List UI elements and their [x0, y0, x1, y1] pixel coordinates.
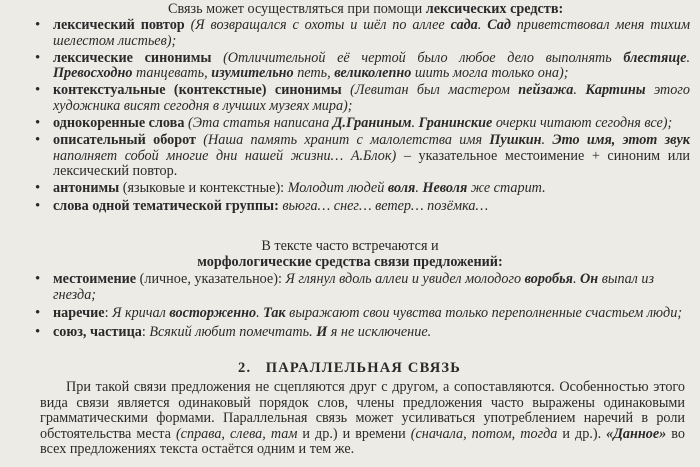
example-text: (Отличительной её чертой было любое дело выполнять	[223, 49, 624, 66]
example-bold: воробья	[524, 271, 573, 287]
item-term: слова одной тематической группы:	[53, 197, 283, 214]
section-heading	[238, 361, 461, 377]
list-item	[35, 116, 690, 132]
example-text: Я кричал	[112, 305, 170, 322]
item-term: описательный оборот	[53, 132, 204, 149]
example-bold: Пушкин	[489, 132, 542, 149]
item-note: :	[141, 323, 150, 340]
example-text: .	[415, 180, 423, 197]
list-item	[35, 51, 690, 82]
paragraph-italic: (справа, слева, там	[175, 425, 298, 442]
example-text: танцевать,	[132, 65, 212, 82]
item-term: союз, частица	[53, 323, 142, 340]
intro-text: Связь может осуществляться при помощи	[168, 1, 426, 17]
example-text: шить могла только она);	[411, 65, 569, 82]
list-item	[35, 181, 690, 197]
example-text: (Наша память хранит с малолетства имя	[203, 132, 490, 149]
item-term: лексические синонимы	[53, 49, 224, 66]
item-term: антонимы	[53, 180, 123, 197]
example-text: очерки читают сегодня все);	[492, 115, 673, 132]
list-item	[35, 83, 690, 114]
body-paragraph	[40, 380, 685, 458]
section-title: ПАРАЛЛЕЛЬНАЯ СВЯЗЬ	[265, 360, 462, 376]
example-text: .	[256, 305, 264, 322]
list-item	[35, 18, 690, 49]
item-term: лексический повтор	[53, 17, 191, 33]
example-text: .	[541, 132, 553, 149]
example-text: петь,	[293, 65, 335, 82]
morph-intro: В тексте часто встречаются и	[261, 238, 439, 254]
item-term: наречие	[53, 305, 105, 322]
item-note: :	[104, 305, 113, 322]
paragraph-bold: «Данное»	[606, 425, 667, 442]
example-text: я не исключение.	[327, 323, 432, 340]
example-text: вьюга… снег… ветер… позёмка…	[282, 197, 489, 214]
example-bold: сада	[450, 17, 478, 33]
list-item	[35, 272, 690, 303]
example-text: выражают свои чувства только переполненные счастьем люди;	[285, 305, 683, 322]
list-item	[35, 325, 690, 341]
list-item	[35, 133, 690, 180]
example-bold: Неволя	[422, 180, 468, 197]
example-text: Молодит людей	[287, 180, 388, 197]
example-bold: Д.Граниным	[332, 115, 412, 132]
list-item	[35, 199, 690, 215]
paragraph-text: и др.) и времени	[297, 425, 411, 442]
list-item	[35, 306, 690, 322]
item-term: местоимение	[53, 271, 140, 287]
paragraph-italic: (сначала, потом, тогда	[410, 425, 558, 442]
item-term: однокоренные слова	[53, 115, 188, 132]
example-text: .	[573, 82, 586, 99]
example-bold: великолепно	[334, 65, 412, 82]
example-bold: Он	[580, 271, 599, 287]
example-bold: блестяще	[623, 49, 687, 66]
example-text: (Левитан был мастером	[350, 82, 519, 99]
example-text: (Я возвращался с охоты и шёл по аллее	[190, 17, 451, 33]
example-text: .	[477, 17, 488, 33]
example-text: (Эта статья написана	[187, 115, 333, 132]
example-bold: Сад	[487, 17, 511, 33]
morph-title: морфологические средства связи предложений:	[197, 254, 503, 270]
example-text: наполняет собой многие дни нашей жизни… А.Блок)	[53, 147, 397, 164]
example-text: .	[411, 115, 419, 132]
example-bold: Это имя, этот звук	[552, 132, 691, 149]
paragraph-text: и др.).	[557, 425, 607, 442]
example-bold: Картины	[585, 82, 646, 99]
example-bold: восторженно	[169, 305, 257, 322]
item-term: контекстуальные (контекстные) синонимы	[53, 82, 351, 99]
morph-means-list	[35, 272, 690, 343]
example-bold: Превосходно	[53, 65, 133, 82]
example-text: .	[686, 49, 690, 66]
paragraph-text: во всех предложениях текста остаётся одним и тем же.	[40, 425, 685, 458]
example-bold: Гранинские	[418, 115, 493, 132]
example-text: выпал из гнезда;	[53, 271, 655, 303]
example-bold: изумительно	[211, 65, 294, 82]
example-bold: Так	[263, 305, 286, 322]
example-bold: пейзажа	[518, 82, 574, 99]
example-text: этого художника висят сегодня в лучших музеях мира);	[53, 82, 690, 114]
item-note: (языковые и контекстные):	[122, 180, 288, 197]
item-note: (личное, указательное):	[139, 271, 286, 287]
item-note: – указательное местоимение + синоним или лексический повтор.	[53, 147, 690, 180]
example-text: же старит.	[467, 180, 546, 197]
example-text: приветствовал меня тихим шелестом листьев);	[53, 17, 691, 49]
example-bold: И	[316, 323, 328, 340]
lexical-means-list	[35, 18, 690, 216]
intro-line	[168, 2, 563, 18]
section-number: 2.	[238, 360, 252, 376]
example-text: Всякий любит помечтать.	[149, 323, 317, 340]
example-text: .	[572, 271, 581, 287]
paragraph-text: При такой связи предложения не сцепляются друг с другом, а сопоставляются. Особенностью этого вида связи является одинаковый порядок слов, члены предложения часто выражены одинаковыми грамматическими формами. Параллельная связь может усиливаться употреблением наречий в роли обстоятельства места	[40, 379, 685, 442]
intro-bold: лексических средств:	[425, 1, 564, 17]
example-text: Я глянул вдоль аллеи и увидел молодого	[285, 271, 525, 287]
example-bold: воля	[387, 180, 416, 197]
